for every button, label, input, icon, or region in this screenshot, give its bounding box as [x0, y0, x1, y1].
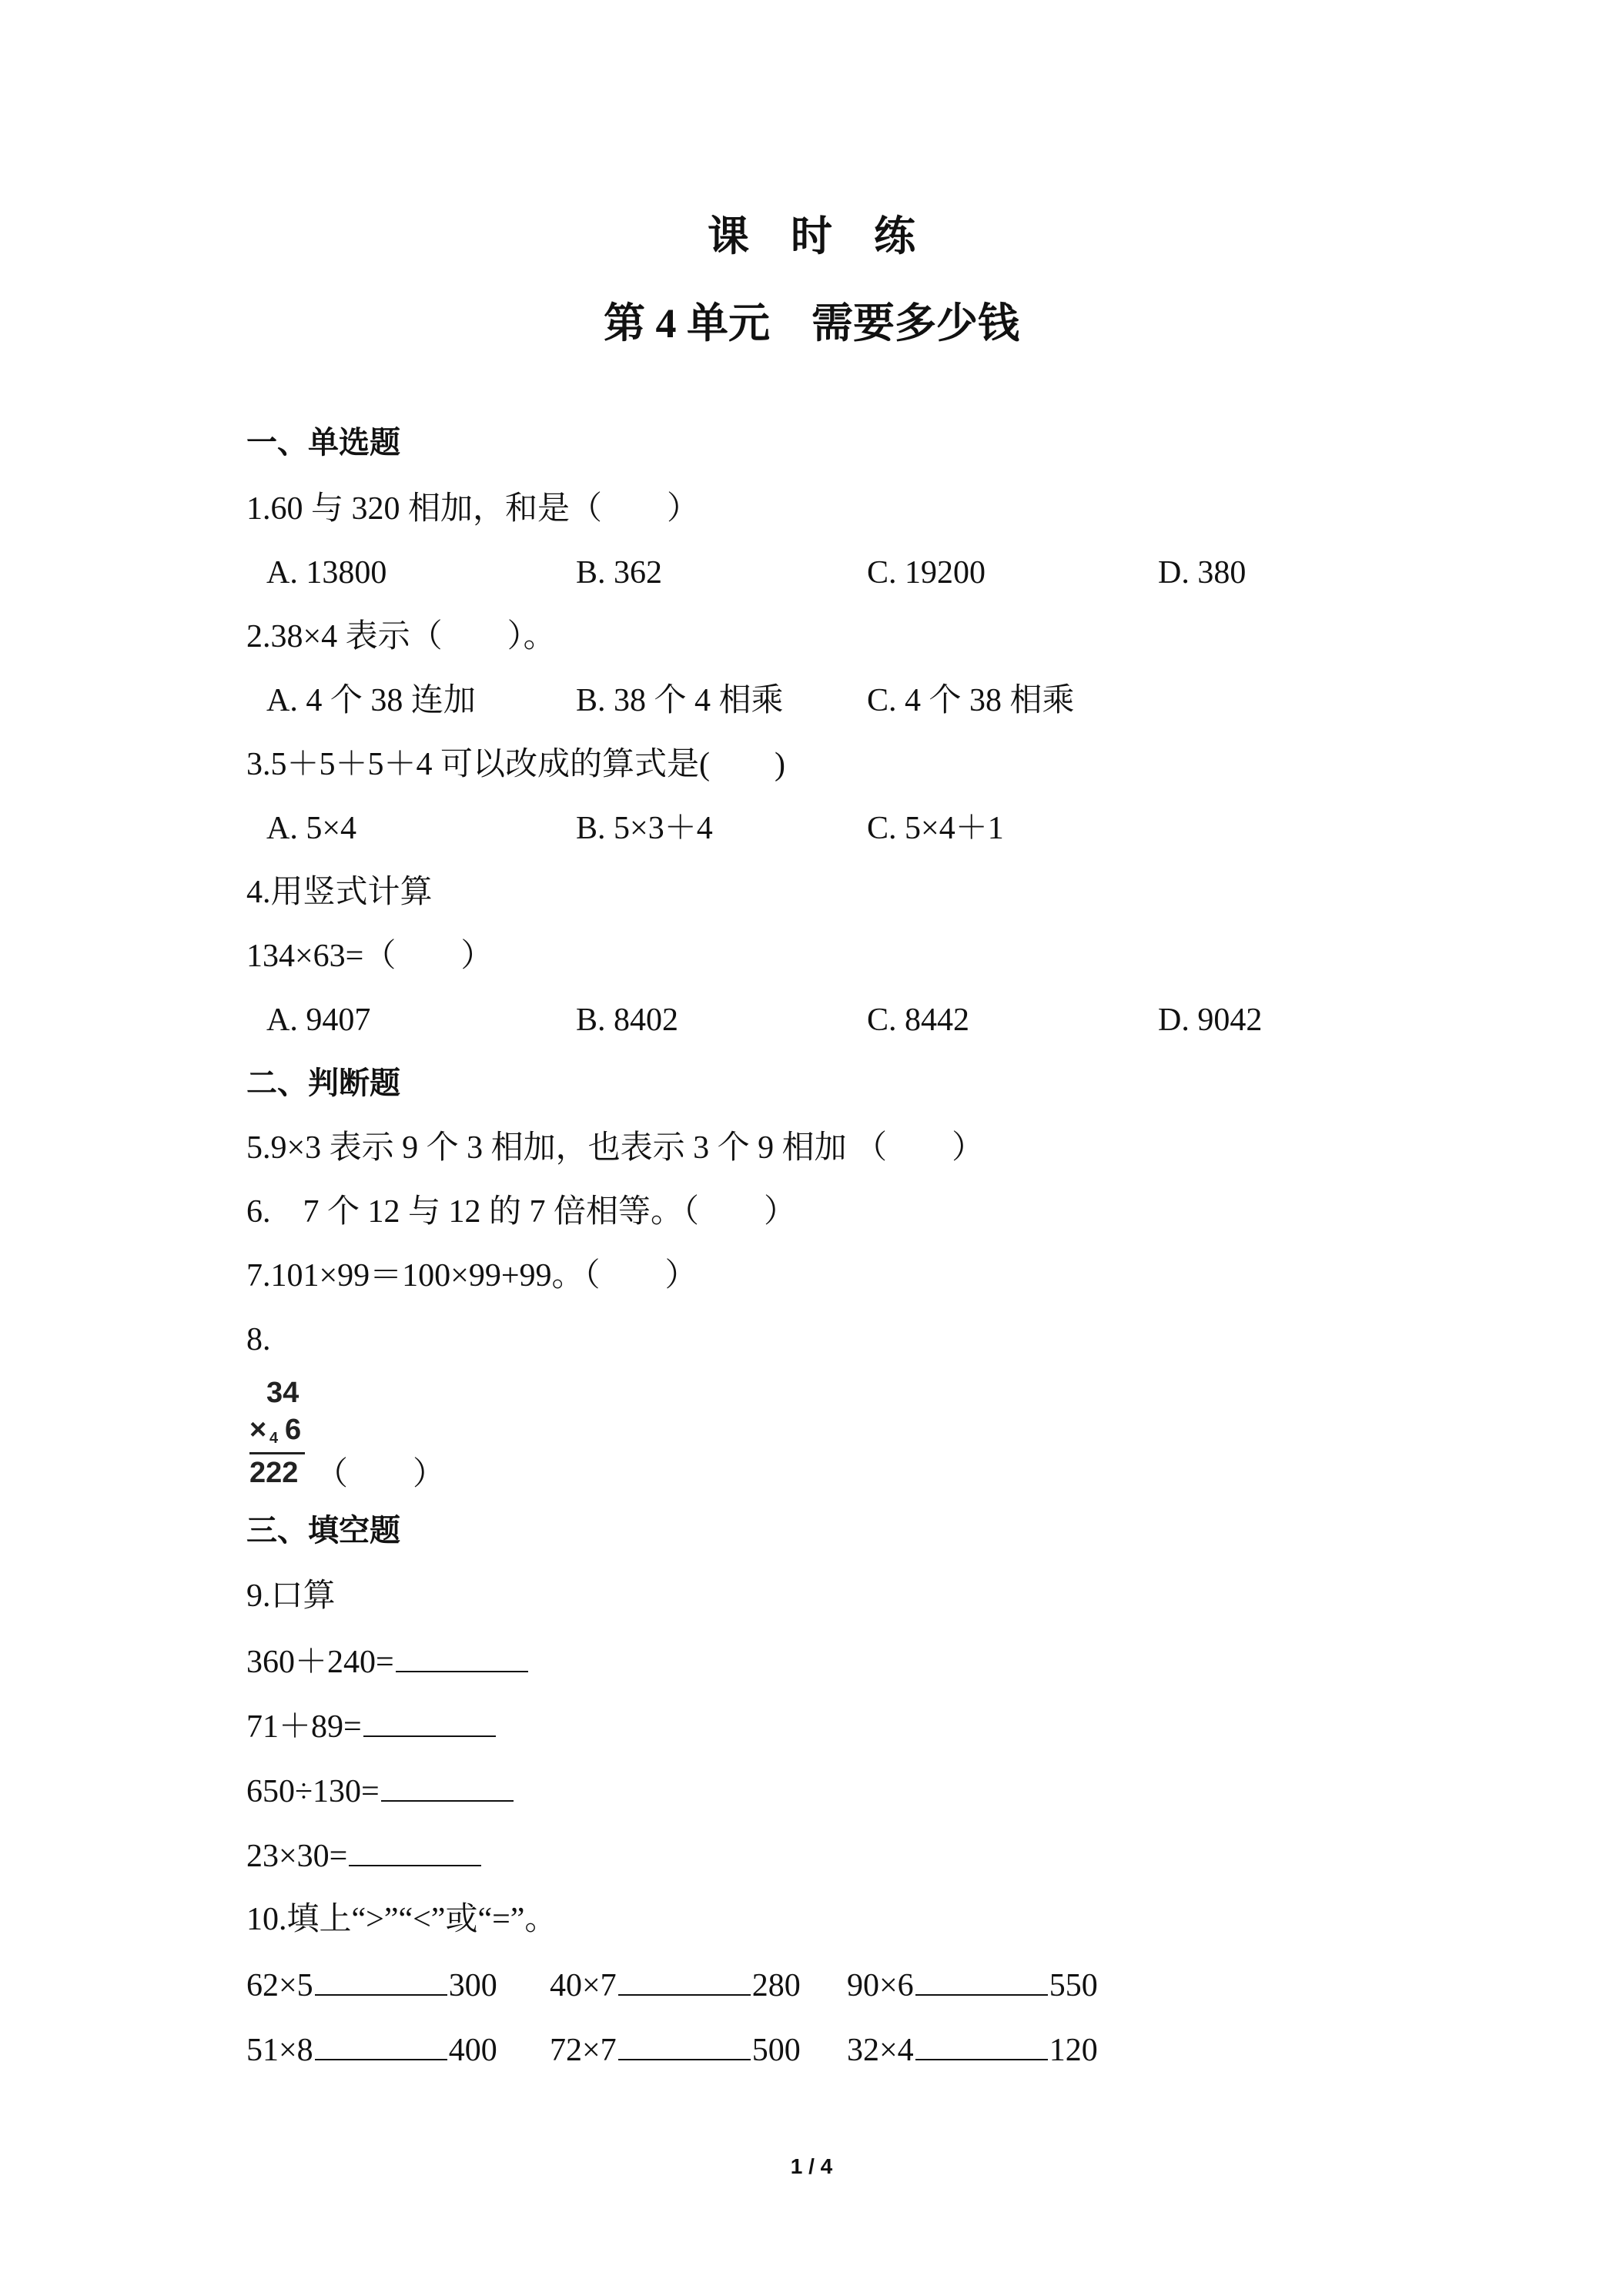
question-1-stem: 1.60 与 320 相加，和是（ ）: [246, 491, 700, 527]
answer-blank[interactable]: [363, 1709, 496, 1737]
comparison-left: 40×7: [550, 1968, 617, 2003]
question-9-stem: 9.口算: [246, 1578, 336, 1614]
answer-blank[interactable]: [396, 1645, 528, 1672]
page-subtitle: 第 4 单元 需要多少钱: [604, 300, 1019, 346]
answer-blank[interactable]: [618, 1968, 751, 1996]
question-9-item: [246, 1774, 515, 1808]
answer-blank[interactable]: [618, 2033, 751, 2060]
answer-blank[interactable]: [381, 1774, 514, 1802]
comparison-item: [550, 2033, 801, 2067]
section-heading-single-choice: 一、单选题: [246, 425, 400, 460]
figure-multiplicand: 34: [266, 1377, 300, 1409]
comparison-item: [246, 2033, 497, 2067]
expression-text: 360＋240=: [246, 1645, 394, 1680]
question-5-stem: 5.9×3 表示 9 个 3 相加，也表示 3 个 9 相加 （ ）: [246, 1130, 985, 1166]
comparison-left: 32×4: [847, 2033, 914, 2068]
figure-product: 222: [249, 1457, 299, 1489]
comparison-item: [550, 1968, 801, 2002]
question-8-answer-paren: （ ）: [316, 1457, 446, 1492]
question-4-option-d: D. 9042: [1158, 1002, 1263, 1038]
question-6-stem: 6. 7 个 12 与 12 的 7 倍相等。（ ）: [246, 1194, 797, 1230]
comparison-item: [246, 1968, 497, 2002]
question-9-item: [246, 1645, 530, 1678]
answer-blank[interactable]: [915, 2033, 1048, 2060]
comparison-left: 72×7: [550, 2033, 617, 2068]
question-2-option-a: A. 4 个 38 连加: [266, 683, 476, 718]
expression-text: 650÷130=: [246, 1774, 380, 1809]
comparison-left: 90×6: [847, 1968, 914, 2003]
question-1-option-d: D. 380: [1158, 555, 1247, 591]
question-2-option-c: C. 4 个 38 相乘: [867, 683, 1075, 718]
question-8-stem: 8.: [246, 1322, 271, 1357]
comparison-item: [847, 1968, 1098, 2002]
comparison-left: 62×5: [246, 1968, 313, 2003]
answer-blank[interactable]: [315, 2033, 447, 2060]
question-9-item: [246, 1839, 483, 1873]
vertical-multiplication-figure: [249, 1378, 308, 1492]
question-1-option-b: B. 362: [576, 555, 663, 591]
question-7-stem: 7.101×99＝100×99+99。（ ）: [246, 1258, 698, 1294]
question-3-option-c: C. 5×4＋1: [867, 811, 1004, 846]
figure-multiplier: 6: [285, 1414, 302, 1446]
comparison-right: 500: [751, 2033, 801, 2068]
question-4-stem: 4.用竖式计算: [246, 875, 433, 910]
answer-blank[interactable]: [915, 1968, 1048, 1996]
question-4-expression: 134×63=（ ）: [246, 939, 494, 974]
page-number: 1 / 4: [790, 2154, 833, 2178]
comparison-item: [847, 2033, 1098, 2067]
figure-times-sign: ×: [249, 1414, 267, 1446]
comparison-right: 280: [751, 1968, 801, 2003]
question-9-item: [246, 1709, 497, 1743]
comparison-right: 550: [1049, 1968, 1098, 2003]
comparison-right: 300: [448, 1968, 497, 2003]
question-2-option-b: B. 38 个 4 相乘: [576, 683, 784, 718]
question-2-stem: 2.38×4 表示（ ）。: [246, 619, 556, 654]
question-4-option-c: C. 8442: [867, 1002, 970, 1038]
question-4-option-a: A. 9407: [266, 1002, 371, 1038]
comparison-right: 120: [1049, 2033, 1098, 2068]
question-3-stem: 3.5＋5＋5＋4 可以改成的算式是( ): [246, 747, 785, 782]
expression-text: 71＋89=: [246, 1709, 362, 1745]
comparison-right: 400: [448, 2033, 497, 2068]
question-10-stem: 10.填上“>”“<”或“=”。: [246, 1902, 557, 1937]
answer-blank[interactable]: [349, 1839, 481, 1866]
expression-text: 23×30=: [246, 1839, 348, 1874]
question-4-option-b: B. 8402: [576, 1002, 679, 1038]
figure-carry-digit: 4: [269, 1430, 279, 1447]
question-1-option-c: C. 19200: [867, 555, 986, 591]
answer-blank[interactable]: [315, 1968, 447, 1996]
section-heading-true-false: 二、判断题: [246, 1066, 400, 1101]
question-3-option-a: A. 5×4: [266, 811, 357, 846]
comparison-left: 51×8: [246, 2033, 313, 2068]
section-heading-fill-blank: 三、填空题: [246, 1513, 400, 1548]
question-1-option-a: A. 13800: [266, 555, 387, 591]
figure-rule-line: [249, 1452, 305, 1454]
page-title: 课 时 练: [708, 213, 915, 259]
question-3-option-b: B. 5×3＋4: [576, 811, 713, 846]
